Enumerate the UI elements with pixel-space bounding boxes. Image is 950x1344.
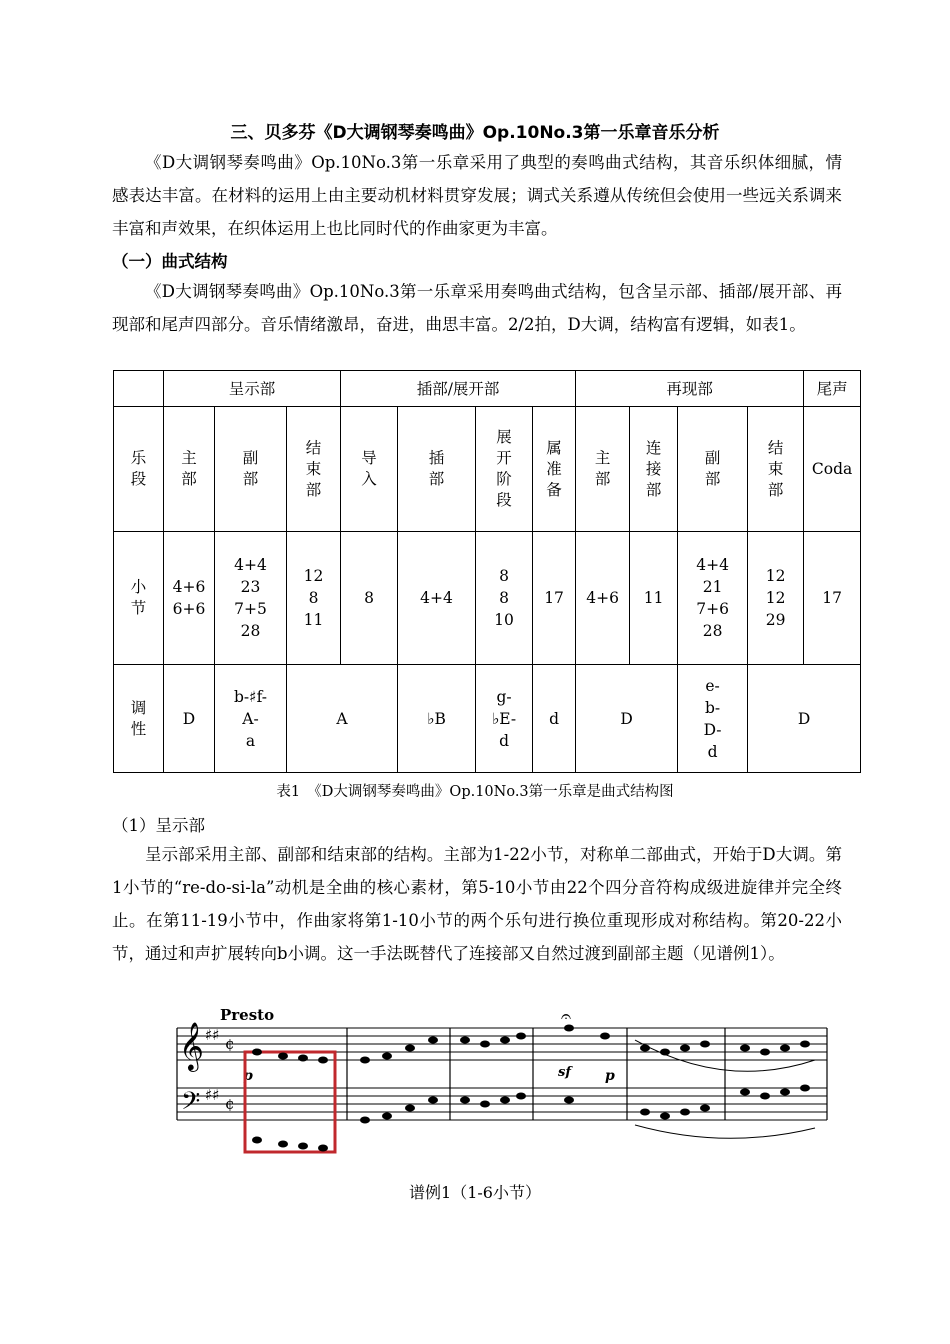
intro-paragraph: 《D大调钢琴奏鸣曲》Op.10No.3第一乐章采用了典型的奏鸣曲式结构，其音乐织体细腻，情感表达丰富。在材料的运用上由主要动机材料贯穿发展；调式关系遵从传统但会使用一些远关系调来丰富和声效果，在织体运用上也比同时代的作曲家更为丰富。 (112, 153, 842, 238)
bass-clef-icon: 𝄢 (181, 1087, 201, 1122)
key-cell: e- b- D- d (678, 665, 748, 773)
fermata-icon: 𝄐 (561, 1006, 572, 1027)
section-cell: 结束部 (748, 407, 804, 532)
measure-cell: 4+6 (576, 532, 630, 665)
tempo-marking: Presto (220, 1006, 275, 1024)
measure-cell: 17 (804, 532, 861, 665)
key-cell: g- ♭E- d (476, 665, 533, 773)
section-cell: 主部 (164, 407, 215, 532)
section-cell: 连接部 (630, 407, 678, 532)
table-row-measures (114, 532, 861, 665)
measure-cell: 8 (341, 532, 398, 665)
section-cell-coda: Coda (804, 407, 861, 532)
treble-staff (177, 1028, 827, 1060)
key-cell: ♭B (398, 665, 476, 773)
dynamic-piano: p (243, 1068, 253, 1084)
key-cell: b-♯f- A- a (215, 665, 287, 773)
measure-cell: 4+6 6+6 (164, 532, 215, 665)
group-development: 插部/展开部 (341, 371, 576, 407)
score-caption: 谱例1（1-6小节） (409, 1183, 541, 1202)
measure-cell: 4+4 23 7+5 28 (215, 532, 287, 665)
dynamic-sforzando: sf (558, 1065, 571, 1080)
section-cell: 结束部 (287, 407, 341, 532)
table-row-groups (114, 371, 861, 407)
section-cell: 副部 (678, 407, 748, 532)
bass-staff (177, 1088, 827, 1120)
row-label-sections: 乐段 (114, 407, 164, 532)
subsection-heading-exposition: （1）呈示部 (112, 816, 205, 835)
section-cell: 副部 (215, 407, 287, 532)
form-paragraph: 《D大调钢琴奏鸣曲》Op.10No.3第一乐章采用奏鸣曲式结构，包含呈示部、插部/展开部、再现部和尾声四部分。音乐情绪激昂，奋进，曲思丰富。2/2拍，D大调，结构富有逻辑，如表1。 (112, 282, 842, 334)
row-label-keys: 调性 (114, 665, 164, 773)
key-cell: D (576, 665, 678, 773)
key-signature-icon: ♯♯ (205, 1026, 220, 1044)
section-heading-form: （一）曲式结构 (112, 252, 228, 271)
section-cell: 插部 (398, 407, 476, 532)
group-exposition: 呈示部 (164, 371, 341, 407)
measure-cell: 12 8 11 (287, 532, 341, 665)
key-cell: D (164, 665, 215, 773)
table-caption: 表1 《D大调钢琴奏鸣曲》Op.10No.3第一乐章是曲式结构图 (276, 784, 674, 800)
key-cell: d (533, 665, 576, 773)
measure-cell: 4+4 21 7+6 28 (678, 532, 748, 665)
key-cell: A (287, 665, 398, 773)
exposition-paragraph: 呈示部采用主部、副部和结束部的结构。主部为1-22小节，对称单二部曲式，开始于D大调。第1小节的“re-do-si-la”动机是全曲的核心素材，第5-10小节由22个四分音符构成级进旋律并完全终止。在第11-19小节中，作曲家将第1-10小节的两个乐句进行换位重现形成对称结构。第20-22小节，通过和声扩展转向b小调。这一手法既替代了连接部又自然过渡到副部主题（见谱例1）。 (112, 845, 842, 963)
section-cell: 属准备 (533, 407, 576, 532)
time-signature-bass-icon: ¢ (225, 1095, 235, 1113)
section-cell: 展开阶段 (476, 407, 533, 532)
measure-cell: 12 12 29 (748, 532, 804, 665)
key-signature-bass-icon: ♯♯ (205, 1086, 220, 1104)
table-row-sections (114, 407, 861, 532)
table-row-keys (114, 665, 861, 773)
section-cell: 主部 (576, 407, 630, 532)
slur-line-bass (635, 1125, 815, 1138)
form-structure-table (113, 370, 861, 773)
measure-cell: 4+4 (398, 532, 476, 665)
section-cell: 导入 (341, 407, 398, 532)
dynamic-piano-2: p (605, 1068, 615, 1084)
measure-cell: 11 (630, 532, 678, 665)
measure-cell: 17 (533, 532, 576, 665)
score-example-image (165, 1000, 833, 1160)
row-label-measures: 小节 (114, 532, 164, 665)
page-title: 三、贝多芬《D大调钢琴奏鸣曲》Op.10No.3第一乐章音乐分析 (230, 123, 720, 143)
table-cell-corner (114, 371, 164, 407)
group-coda: 尾声 (804, 371, 861, 407)
time-signature-icon: ¢ (225, 1035, 235, 1053)
measure-cell: 8 8 10 (476, 532, 533, 665)
key-cell: D (748, 665, 861, 773)
group-recapitulation: 再现部 (576, 371, 804, 407)
treble-clef-icon: 𝄞 (179, 1021, 204, 1070)
